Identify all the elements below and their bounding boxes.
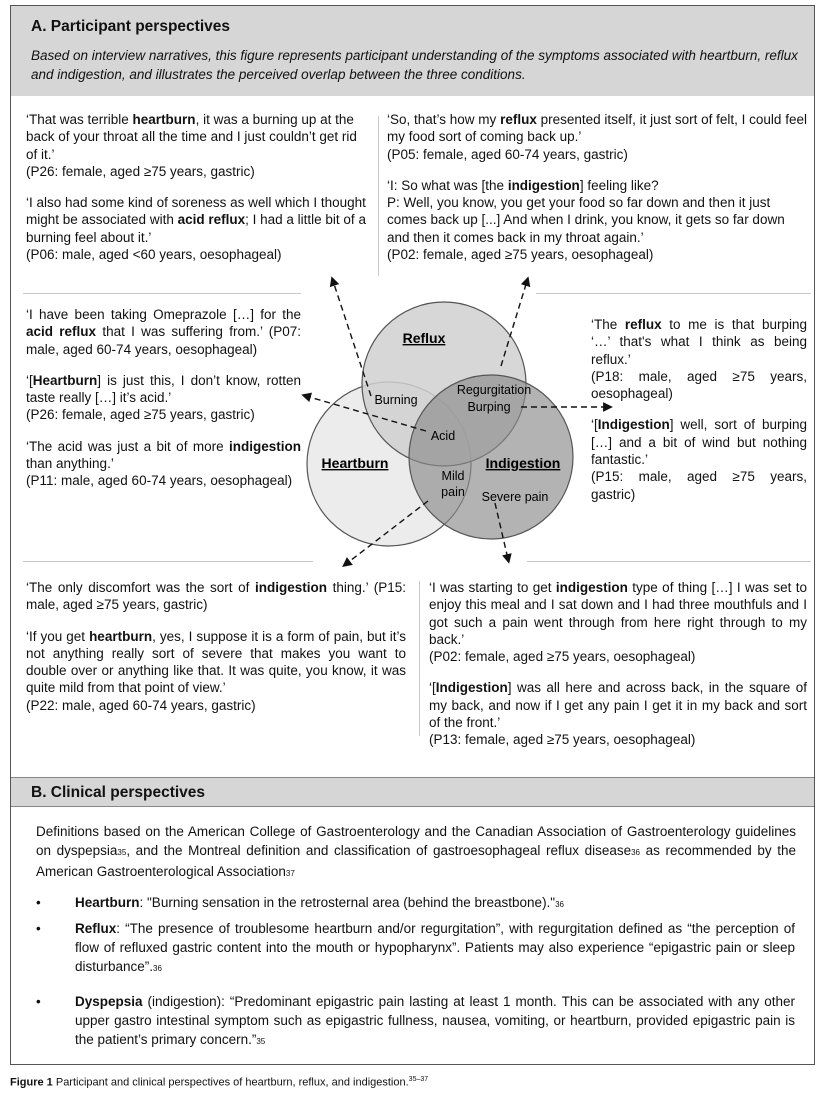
- venn-label-indigestion: Indigestion: [485, 455, 561, 471]
- venn-label-burning: Burning: [374, 393, 418, 407]
- bullet: •: [36, 921, 41, 936]
- section-b-header: [11, 777, 814, 807]
- quote: ‘[Indigestion] was all here and across back, in the square of my back, and now if I get any pain I get it in my back and sort of the front.’ (P13: female, aged ≥75 years, oesophageal): [429, 680, 807, 748]
- section-a-title: A. Participant perspectives: [31, 18, 230, 35]
- figure-frame: A. Participant perspectives Based on interview narratives, this figure represents participant understanding of the symptoms associated with heartburn, reflux and indigestion, and illustrates the perceived overlap between the three conditions. ‘That was terrible heartburn, it was a burning up at the back of your throat all the time and I just couldn’t get rid of it.’ (P26: female, aged ≥75 years, gastric) ‘I also had some kind of soreness as well which I thought might be associated with acid reflux; I had a little bit of a burning feel about it.’ (P06: male, aged <60 years, oesophageal) ‘So, that’s how my reflux presented itself, it just sort of felt, I could feel my food sort of coming back up.’ (P05: female, aged 60-74 years, gastric) ‘I: So what was [the indigestion] feeling like? P: Well, you know, you get your food so far down and then it just comes back up [...] And when I drink, you know, it gets so far down and then it comes back in my throat again.’ (P02: female, aged ≥75 years, oesophageal) ‘I have been taking Omeprazole […] for the acid reflux that I was suffering from.’ (P07: male, aged 60-74 years, oesophageal) ‘[Heartburn] is just this, I don’t know, rotten taste really […] it’s acid.’ (P26: female, aged ≥75 years, gastric) ‘The acid was just a bit of more indigestion than anything.’ (P11: male, aged 60-74 years, oesophageal) ‘The reflux to me is that burping ‘…’ that's what I think as being reflux.’ (P18: male, aged ≥75 years, oesophageal) ‘[Indigestion] well, sort of burping […] and a bit of wind but nothing fantastic.’ (P15: male, aged ≥75 years, gastric) Reflux Heartburn Indigestion Burning Regurgitation Burping Acid Mild pain Severe pain ‘The only discomfort was the sort of indigestion thing.’ (P15: male, aged ≥75 years, gastric) ‘If you get heartburn, yes, I suppose it is a form of pain, but it’s not anything really sort of severe that makes you want to double over or anything like that. It was quite, you know, it was quite mild from that point of view.’ (P22: male, aged 60-74 years, gastric) ‘I was starting to get indigestion type of thing […] I was set to enjoy this meal and I sat down and I had three mouthfuls and I got such a pain went through from here right through to my back.’ (P02: female, aged ≥75 years, oesophageal) ‘[Indigestion] was all here and across back, in the square of my back, and now if I get any pain I get it in my back and sort of the front.’ (P13: female, aged ≥75 years, oesophageal) B. Clinical perspectives Definitions based on the American College of Gastroenterology and the Canadian Association of Gastroenterology guidelines on dyspepsia35, and the Montreal definition and classification of gastroesophageal reflux disease36 as recommended by the American Gastroenterological Association37 • Heartburn: "Burning sensation in the retrosternal area (behind the breastbone)."36 • Reflux: “The presence of troublesome heartburn and/or regurgitation”, with regurgitation defined as “the perception of flow of refluxed gastric content into the mouth or hypopharynx”. Patients may also experience “epigastric pain or sleep disturbance”.36 • Dyspepsia (indigestion): “Predominant epigastric pain lasting at least 1 month. This can be associated with any other upper gastro intestinal symptom such as epigastric fullness, nausea, vomiting, or heartburn, provided epigastric pain is the patient’s primary concern.”35: [10, 5, 815, 1065]
- bullet: •: [36, 895, 41, 910]
- quote: ‘The only discomfort was the sort of indigestion thing.’ (P15: male, aged ≥75 years, gastric): [26, 580, 406, 613]
- venn-label-regurgitation: Regurgitation: [456, 383, 532, 397]
- quote: ‘So, that’s how my reflux presented itself, it just sort of felt, I could feel my food sort of coming back up.’ (P05: female, aged 60-74 years, gastric): [387, 112, 807, 162]
- section-b-title: B. Clinical perspectives: [31, 784, 206, 801]
- quote: ‘I was starting to get indigestion type of thing […] I was set to enjoy this meal and I sat down and I had three mouthfuls and I got such a pain went through from here right through to my back.’ (P02: female, aged ≥75 years, oesophageal): [429, 580, 807, 665]
- quote: ‘The reflux to me is that burping ‘…’ that's what I think as being reflux.’ (P18: male, aged ≥75 years, oesophageal): [591, 317, 807, 402]
- divider: [23, 561, 313, 562]
- section-b-intro: Definitions based on the American College of Gastroenterology and the Canadian Association of Gastroenterology guidelines on dyspepsia35, and the Montreal definition and classification of gastroesophageal reflux disease36 as recommended by the American Gastroenterological Association37: [36, 824, 796, 879]
- quotes-bottom-right: [429, 579, 807, 749]
- figure-caption: Figure 1 Participant and clinical perspectives of heartburn, reflux, and indigestion.$^{35-37}$: [10, 1076, 429, 1089]
- venn-label-pain: pain: [441, 485, 465, 499]
- quote: ‘[Heartburn] is just this, I don’t know, rotten taste really […] it’s acid.’ (P26: female, aged ≥75 years, gastric): [26, 372, 301, 423]
- bullet: •: [36, 994, 41, 1009]
- venn-label-heartburn: Heartburn: [321, 455, 389, 471]
- quote: ‘If you get heartburn, yes, I suppose it is a form of pain, but it’s not anything really sort of severe that makes you want to double over or anything like that. It was quite, you know, it was quite mild from that point of view.’ (P22: male, aged 60-74 years, gastric): [26, 628, 406, 713]
- venn-label-reflux: Reflux: [402, 330, 446, 346]
- venn-label-burping: Burping: [467, 400, 511, 414]
- divider: [527, 561, 811, 562]
- quote: ‘I also had some kind of soreness as well which I thought might be associated with acid reflux; I had a little bit of a burning feel about it.’ (P06: male, aged <60 years, oesophageal): [26, 195, 366, 263]
- venn-label-acid: Acid: [430, 429, 456, 443]
- quote: ‘[Indigestion] well, sort of burping […] and a bit of wind but nothing fantastic.’ (P15: male, aged ≥75 years, gastric): [591, 417, 807, 502]
- venn-label-mild: Mild: [441, 469, 465, 483]
- venn-label-severe-pain: Severe pain: [481, 490, 549, 504]
- quote: ‘The acid was just a bit of more indigestion than anything.’ (P11: male, aged 60-74 years, oesophageal): [26, 438, 301, 489]
- quotes-bottom-left: [26, 579, 406, 714]
- quote: ‘I have been taking Omeprazole […] for the acid reflux that I was suffering from.’ (P07: male, aged 60-74 years, oesophageal): [26, 307, 301, 357]
- section-a-intro: Based on interview narratives, this figure represents participant understanding of the symptoms associated with heartburn, reflux and indigestion, and illustrates the perceived overlap between the three conditions.: [31, 48, 798, 82]
- quote: ‘That was terrible heartburn, it was a burning up at the back of your throat all the time and I just couldn’t get rid of it.’ (P26: female, aged ≥75 years, gastric): [26, 112, 357, 179]
- divider: [419, 581, 420, 736]
- quote: ‘I: So what was [the indigestion] feeling like? P: Well, you know, you get your food so far down and then it just comes back up [...] And when I drink, you know, it gets so far down and then it comes back in my throat again.’ (P02: female, aged ≥75 years, oesophageal): [387, 177, 785, 263]
